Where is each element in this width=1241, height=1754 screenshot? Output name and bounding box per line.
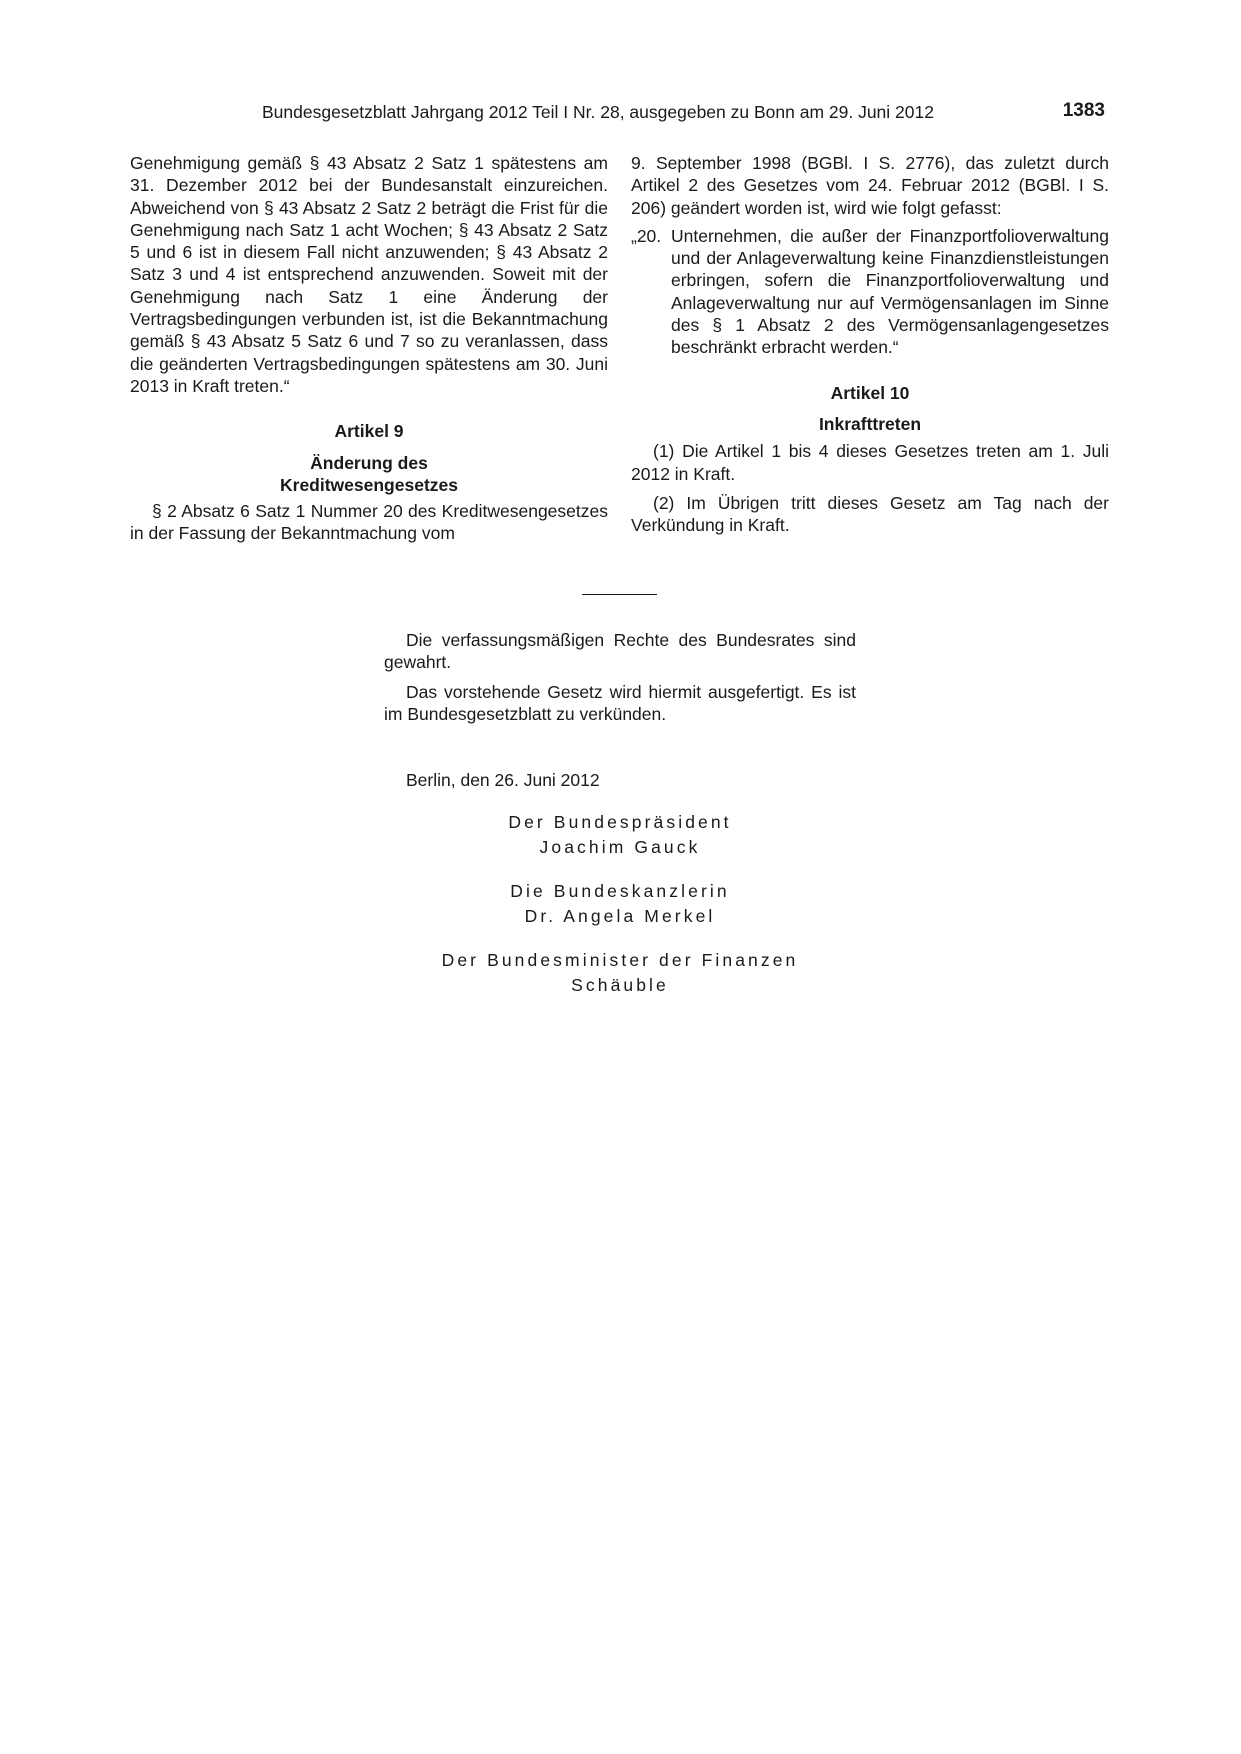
right-column <box>631 152 1109 536</box>
running-title: Bundesgesetzblatt Jahrgang 2012 Teil I Nr. 28, ausgegeben zu Bonn am 29. Juni 2012 <box>262 102 934 122</box>
bundesrat-rights-statement: Die verfassungsmäßigen Rechte des Bundesrates sind gewahrt. <box>384 630 856 673</box>
signature-president <box>384 810 856 859</box>
article9-title-line2: Kreditwesengesetzes <box>280 474 458 495</box>
signature-role: Der Bundesminister der Finanzen <box>441 950 799 970</box>
article8-continuation: Genehmigung gemäß § 43 Absatz 2 Satz 1 spätestens am 31. Dezember 2012 bei der Bundesanstalt einzureichen. Abweichend von § 43 Absatz 2 Satz 2 beträgt die Frist für die Genehmigung nach Satz 1 acht Wochen; § 43 Absatz 2 Satz 5 und 6 ist in diesem Fall nicht anzuwenden; § 43 Absatz 2 Satz 3 und 4 ist entsprechend anzuwenden. Soweit mit der Genehmigung nach Satz 1 eine Änderung der Vertragsbedingungen verbunden ist, ist die Bekanntmachung gemäß § 43 Absatz 5 Satz 6 und 7 so zu veranlassen, dass die geänderten Vertragsbedingungen spätestens am 30. Juni 2013 in Kraft treten.“ <box>130 153 608 396</box>
article10-title: Inkrafttreten <box>818 413 922 434</box>
signature-block <box>384 810 856 1017</box>
signature-name: Schäuble <box>571 974 669 995</box>
item-text: Unternehmen, die außer der Finanzportfolioverwaltung und der Anlageverwaltung keine Finanzdienstleistungen erbringen, sofern die Finanzportfolioverwaltung und Anlageverwaltung nur auf Vermögensanlagen im Sinne des § 1 Absatz 2 des Vermögensanlagengesetzes beschränkt erbracht werden.“ <box>671 225 1109 358</box>
signature-role: Der Bundespräsident <box>508 812 732 832</box>
enactment-clause <box>384 629 856 791</box>
signature-role: Die Bundeskanzlerin <box>510 881 730 901</box>
article9-continuation: 9. September 1998 (BGBl. I S. 2776), das zuletzt durch Artikel 2 des Gesetzes vom 24. Februar 2012 (BGBl. I S. 206) geändert worden ist, wird wie folgt gefasst: <box>631 153 1109 218</box>
signature-finance-minister <box>384 948 856 997</box>
left-column <box>130 152 608 545</box>
article10-number: Artikel 10 <box>830 382 910 403</box>
signature-name: Dr. Angela Merkel <box>524 905 716 926</box>
article9-number: Artikel 9 <box>334 421 404 442</box>
signature-chancellor <box>384 879 856 928</box>
article9-body: § 2 Absatz 6 Satz 1 Nummer 20 des Kreditwesengesetzes in der Fassung der Bekanntmachung vom <box>130 501 608 544</box>
page-number: 1383 <box>1062 100 1105 121</box>
promulgation-statement: Das vorstehende Gesetz wird hiermit ausgefertigt. Es ist im Bundesgesetzblatt zu verkünden. <box>384 681 856 724</box>
amendment-item <box>631 225 1109 359</box>
signature-name: Joachim Gauck <box>539 836 701 857</box>
section-divider <box>582 594 657 595</box>
article10-paragraph1: (1) Die Artikel 1 bis 4 dieses Gesetzes treten am 1. Juli 2012 in Kraft. <box>631 441 1109 484</box>
article10-paragraph2: (2) Im Übrigen tritt dieses Gesetz am Tag nach der Verkündung in Kraft. <box>631 492 1109 536</box>
page-header <box>130 100 1105 128</box>
place-and-date: Berlin, den 26. Juni 2012 <box>406 770 600 791</box>
item-number: „20. <box>631 225 662 246</box>
article9-title-line1: Änderung des <box>310 452 428 473</box>
